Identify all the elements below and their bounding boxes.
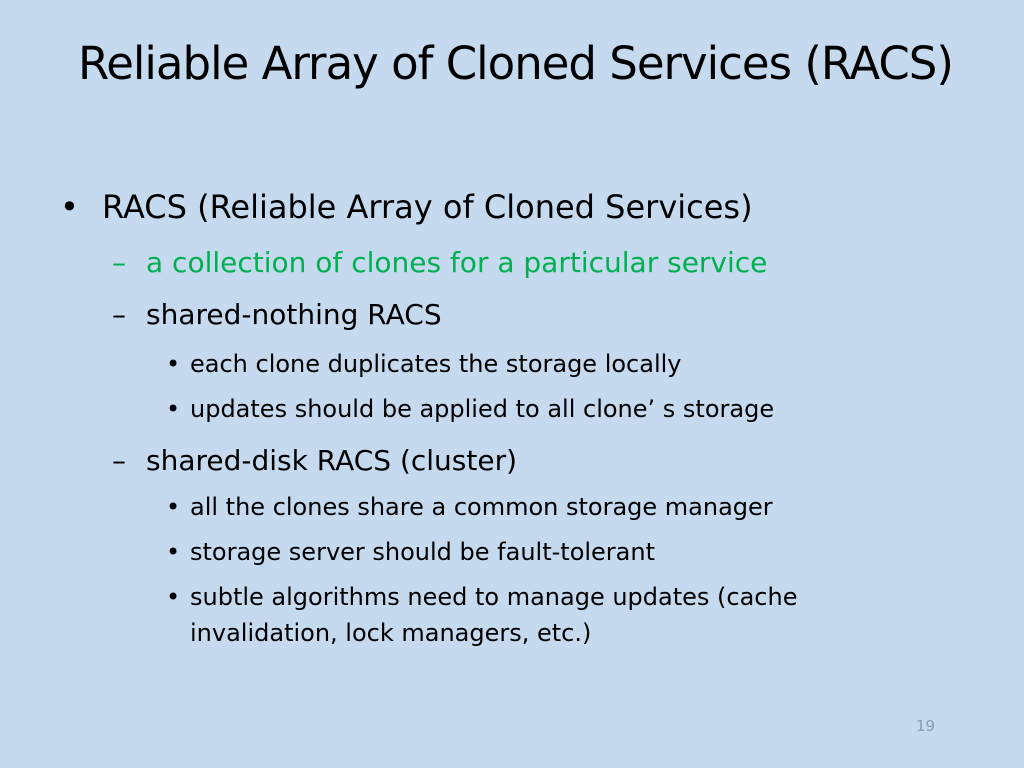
sub-sub-bullet-algorithms — [166, 582, 797, 612]
bullet-marker: • — [166, 493, 181, 521]
sub-bullet-shared-disk — [112, 443, 517, 479]
sub-sub-bullet-updates — [166, 394, 774, 424]
bullet-racs — [60, 187, 753, 227]
bullet-marker: • — [166, 538, 181, 566]
dash-marker: – — [112, 246, 126, 279]
dash-marker: – — [112, 444, 126, 477]
sub-sub-bullet-fault-tolerant — [166, 537, 655, 567]
sub-bullet-text: shared-nothing RACS — [146, 298, 442, 331]
sub-bullet-shared-nothing — [112, 297, 442, 333]
sub-sub-bullet-text: storage server should be fault-tolerant — [190, 538, 655, 566]
bullet-marker: • — [166, 583, 181, 611]
sub-bullet-text: a collection of clones for a particular service — [146, 246, 768, 279]
sub-bullet-text: shared-disk RACS (cluster) — [146, 444, 518, 477]
sub-sub-bullet-algorithms-continuation: invalidation, lock managers, etc.) — [190, 619, 592, 647]
bullet-marker: • — [166, 350, 181, 378]
bullet-marker: • — [60, 188, 79, 226]
sub-sub-bullet-text: all the clones share a common storage manager — [190, 493, 773, 521]
sub-sub-bullet-duplicates — [166, 349, 682, 379]
sub-sub-bullet-common-storage — [166, 492, 773, 522]
bullet-text: RACS (Reliable Array of Cloned Services) — [102, 188, 753, 226]
sub-bullet-collection — [112, 245, 767, 281]
page-number: 19 — [916, 717, 936, 735]
slide-title: Reliable Array of Cloned Services (RACS) — [78, 37, 953, 90]
dash-marker: – — [112, 298, 126, 331]
sub-sub-bullet-text: subtle algorithms need to manage updates (cache — [190, 583, 798, 611]
sub-sub-bullet-text: updates should be applied to all clone’ s storage — [190, 395, 775, 423]
sub-sub-bullet-text: each clone duplicates the storage locally — [190, 350, 682, 378]
bullet-marker: • — [166, 395, 181, 423]
